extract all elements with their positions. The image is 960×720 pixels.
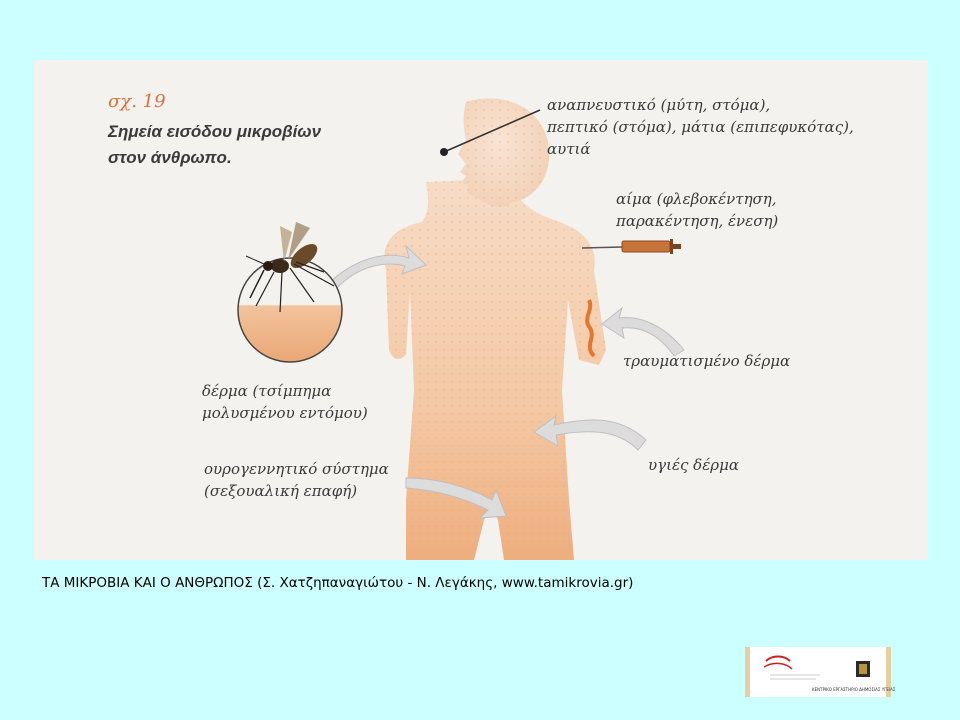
insect-bite-inset	[238, 258, 344, 362]
figure-title-line: Σημεία εισόδου μικροβίων	[108, 122, 322, 141]
label-blood	[616, 188, 778, 232]
figure-number: σχ. 19	[108, 91, 166, 112]
entry-point-dot	[440, 148, 448, 156]
label-respiratory	[547, 94, 854, 160]
figure-title-line: στον άνθρωπο.	[108, 148, 232, 167]
label-line: αναπνευστικό (μύτη, στόμα),	[547, 96, 771, 114]
diagram-panel	[34, 60, 928, 560]
arrow-injured-skin	[602, 308, 684, 356]
label-insect-bite	[202, 380, 368, 424]
label-line: μολυσμένου εντόμου)	[202, 404, 368, 422]
label-line: αυτιά	[547, 140, 591, 158]
label-line: δέρμα (τσίμπημα	[202, 382, 332, 400]
syringe-icon	[582, 239, 681, 254]
figure-title	[108, 119, 321, 171]
logo-subtext: ΚΕΝΤΡΙΚΟ ΕΡΓΑΣΤΗΡΙΟ ΔΗΜΟΣΙΑΣ ΥΓΕΙΑΣ	[812, 687, 896, 692]
institution-logo	[745, 647, 896, 697]
label-injured-skin: τραυματισμένο δέρμα	[623, 352, 791, 370]
label-line: αίμα (φλεβοκέντηση,	[616, 190, 777, 208]
label-urogenital	[204, 458, 389, 502]
label-line: παρακέντηση, ένεση)	[616, 212, 779, 230]
label-healthy-skin: υγιές δέρμα	[648, 456, 739, 474]
slide-caption: ΤΑ ΜΙΚΡΟΒΙΑ ΚΑΙ Ο ΑΝΘΡΩΠΟΣ (Σ. Χατζηπαναγιώτου - Ν. Λεγάκης, www.tamikrovia.gr)	[42, 575, 634, 591]
label-line: ουρογεννητικό σύστημα	[204, 460, 389, 478]
label-line: (σεξουαλική επαφή)	[204, 482, 358, 500]
human-body	[384, 98, 606, 560]
label-line: πεπτικό (στόμα), μάτια (επιπεφυκότας),	[547, 118, 854, 136]
